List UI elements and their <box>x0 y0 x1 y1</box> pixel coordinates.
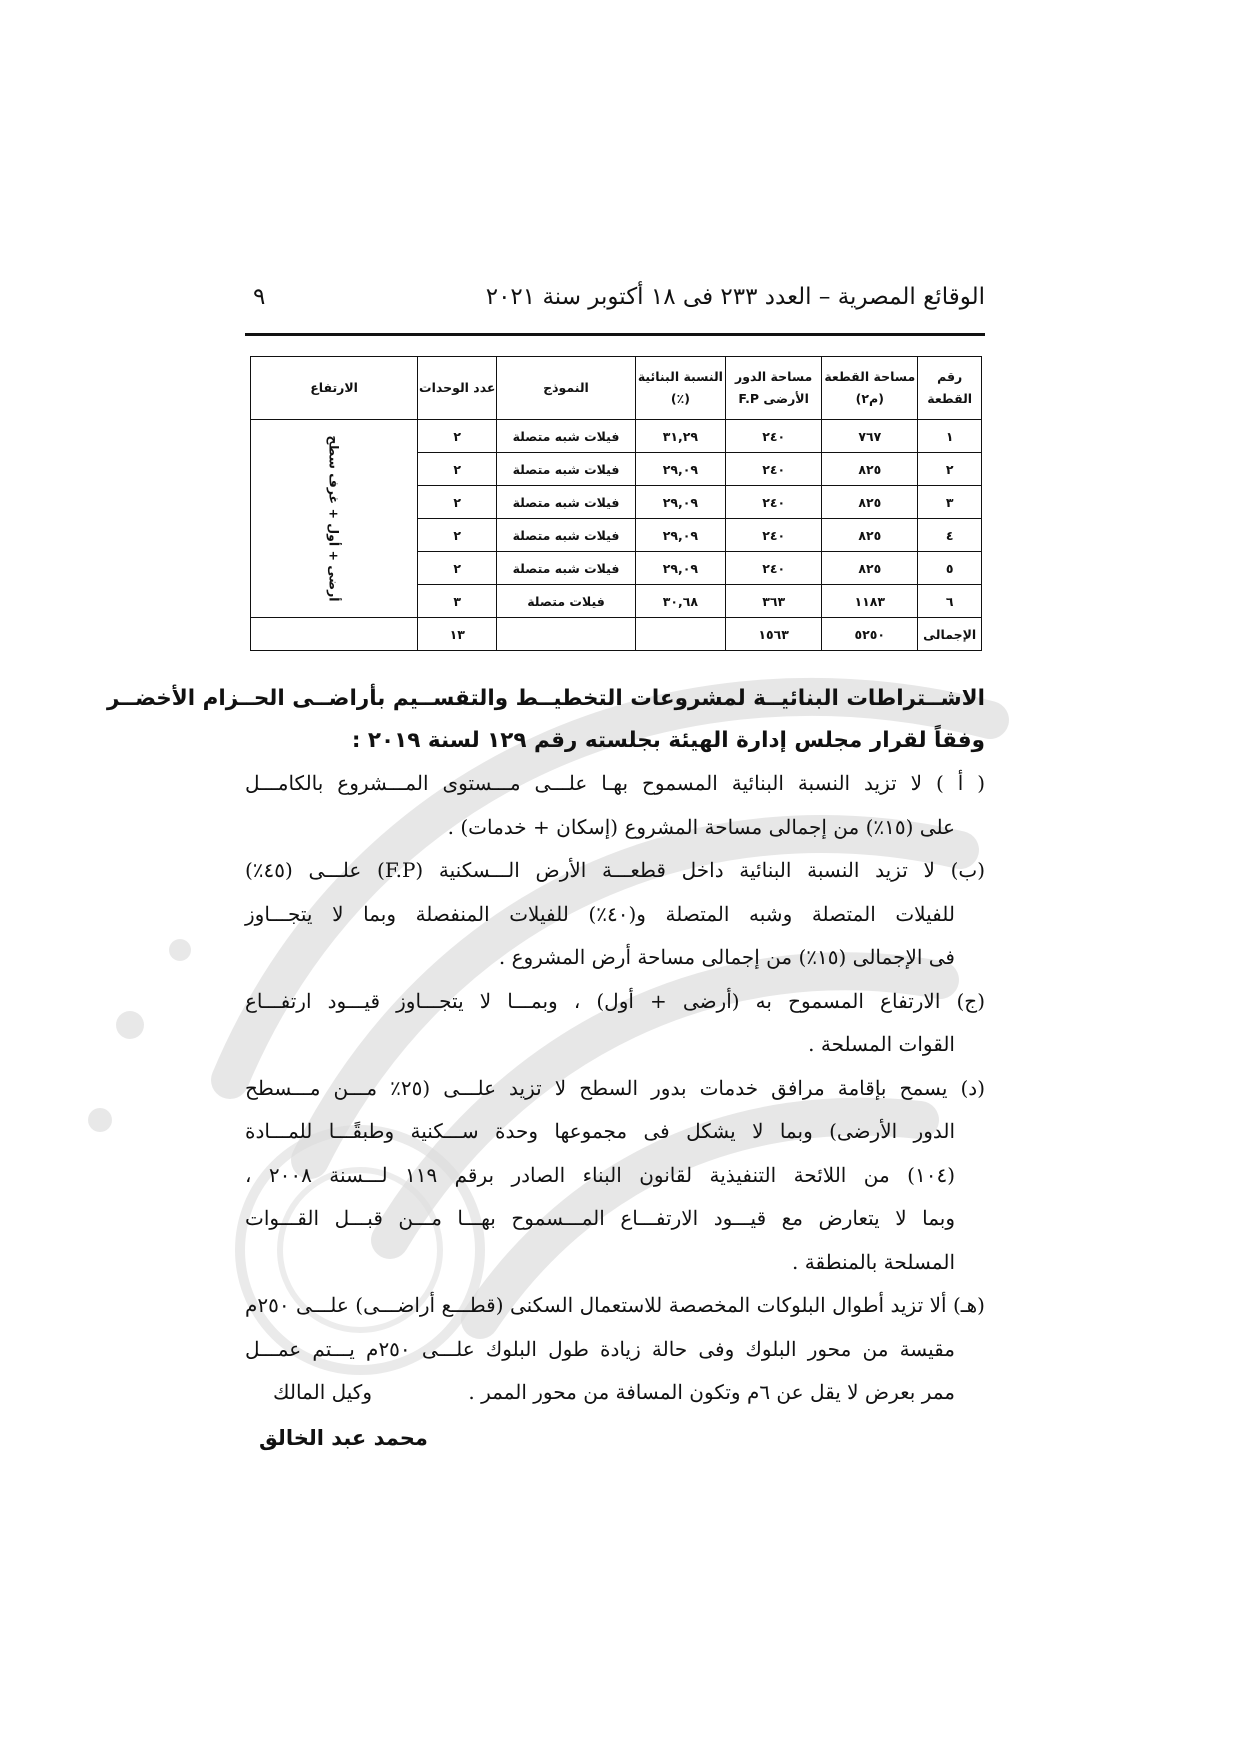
cell-ratio: ٣١,٢٩ <box>635 420 725 453</box>
cell-plot-area: ٨٢٥ <box>822 552 918 585</box>
cell-model: فيلات شبه متصلة <box>497 519 635 552</box>
cell-units: ٢ <box>418 552 497 585</box>
item-line: (هـ) ألا تزيد أطوال البلوكات المخصصة للاستعمال السكنى (قطـــع أراضـــى) علـــى ٢٥٠م <box>245 1293 985 1317</box>
page-number: ٩ <box>253 284 266 310</box>
cell-model: فيلات شبه متصلة <box>497 552 635 585</box>
cell-plot-area: ٨٢٥ <box>822 453 918 486</box>
col-header-fp-area: مساحة الدور الأرضى F.P <box>726 357 822 420</box>
section-heading <box>107 678 985 762</box>
cell-model: فيلات شبه متصلة <box>497 420 635 453</box>
cell-total-plot-area: ٥٢٥٠ <box>822 618 918 651</box>
regulation-item-d <box>245 1067 985 1285</box>
regulation-item-a <box>245 762 985 849</box>
cell-fp-area: ٢٤٠ <box>726 453 822 486</box>
cell-total-ratio <box>635 618 725 651</box>
cell-units: ٣ <box>418 585 497 618</box>
item-line: فى الإجمالى (١٥٪) من إجمالى مساحة أرض المشروع . <box>498 945 955 969</box>
cell-ratio: ٣٠,٦٨ <box>635 585 725 618</box>
item-line: القوات المسلحة . <box>808 1032 955 1056</box>
cell-total-label: الإجمالى <box>918 618 982 651</box>
item-line: (١٠٤) من اللائحة التنفيذية لقانون البناء الصادر برقم ١١٩ لـــسنة ٢٠٠٨ ، <box>245 1162 955 1187</box>
table-row <box>251 420 982 453</box>
item-line: ( أ ) لا تزيد النسبة البنائية المسموح بهـا علـــى مـــستوى المـــشروع بالكامـــل <box>245 771 985 795</box>
col-header-ratio: النسبة البنائية (٪) <box>635 357 725 420</box>
item-line: المسلحة بالمنطقة . <box>792 1249 955 1274</box>
cell-ratio: ٢٩,٠٩ <box>635 453 725 486</box>
cell-plot-area: ٨٢٥ <box>822 519 918 552</box>
cell-fp-area: ٣٦٣ <box>726 585 822 618</box>
cell-units: ٢ <box>418 486 497 519</box>
regulations-section <box>107 678 986 1415</box>
cell-units: ٢ <box>418 420 497 453</box>
cell-ratio: ٢٩,٠٩ <box>635 519 725 552</box>
signatory-name: محمد عبد الخالق <box>259 1426 428 1450</box>
cell-total-fp-area: ١٥٦٣ <box>726 618 822 651</box>
table-header-row <box>251 357 982 420</box>
item-line: (ج) الارتفاع المسموح به (أرضى + أول) ، وبمـــا لا يتجـــاوز قيـــود ارتفـــاع <box>245 988 985 1013</box>
item-line: الدور الأرضى) وبما لا يشكل فى مجموعها وحدة ســـكنية وطبقًـــا للمـــادة <box>245 1119 955 1143</box>
cell-plot-no: ٣ <box>918 486 982 519</box>
cell-model: فيلات شبه متصلة <box>497 486 635 519</box>
item-line: (د) يسمح بإقامة مرافق خدمات بدور السطح لا تزيد علـــى (٢٥٪ مـــن مـــسطح <box>245 1075 986 1100</box>
col-header-plot-no: رقم القطعة <box>918 357 982 420</box>
col-header-height: الارتفاع <box>251 357 418 420</box>
cell-model: فيلات متصلة <box>497 585 635 618</box>
cell-plot-no: ٦ <box>918 585 982 618</box>
page-header <box>245 284 985 324</box>
regulation-item-c <box>245 980 985 1067</box>
cell-plot-no: ٥ <box>918 552 982 585</box>
cell-total-model <box>497 618 635 651</box>
cell-plot-area: ١١٨٣ <box>822 585 918 618</box>
col-header-units: عدد الوحدات <box>418 357 497 420</box>
cell-plot-no: ١ <box>918 420 982 453</box>
cell-fp-area: ٢٤٠ <box>726 486 822 519</box>
plots-table-container <box>250 356 982 651</box>
cell-ratio: ٢٩,٠٩ <box>635 486 725 519</box>
cell-fp-area: ٢٤٠ <box>726 552 822 585</box>
item-line: على (١٥٪) من إجمالى مساحة المشروع (إسكان + خدمات) . <box>447 814 955 839</box>
cell-total-height <box>251 618 418 651</box>
cell-units: ٢ <box>418 519 497 552</box>
cell-fp-area: ٢٤٠ <box>726 519 822 552</box>
cell-total-units: ١٣ <box>418 618 497 651</box>
col-header-plot-area: مساحة القطعة (م٢) <box>822 357 918 420</box>
cell-plot-area: ٧٦٧ <box>822 420 918 453</box>
signatory-role: وكيل المالك <box>273 1380 372 1404</box>
cell-model: فيلات شبه متصلة <box>497 453 635 486</box>
item-line: (ب) لا تزيد النسبة البنائية داخل قطعـــة الأرض الـــسكنية (F.P) علـــى (٤٥٪) <box>245 858 986 882</box>
section-heading-line-2: وفقاً لقرار مجلس إدارة الهيئة بجلسته رقم ١٢٩ لسنة ٢٠١٩ : <box>351 728 985 753</box>
item-line: مقيسة من محور البلوك وفى حالة زيادة طول البلوك علـــى ٢٥٠م يـــتم عمـــل <box>245 1336 956 1361</box>
regulation-item-b <box>245 849 985 980</box>
item-line: ممر بعرض لا يقل عن ٦م وتكون المسافة من محور الممر . <box>468 1380 955 1404</box>
cell-ratio: ٢٩,٠٩ <box>635 552 725 585</box>
cell-plot-area: ٨٢٥ <box>822 486 918 519</box>
cell-height-merged <box>251 420 418 618</box>
col-header-model: النموذج <box>497 357 635 420</box>
cell-plot-no: ٢ <box>918 453 982 486</box>
item-line: وبما لا يتعارض مع قيـــود الارتفـــاع المـــسموح بهـــا مـــن قبـــل القـــوات <box>245 1206 955 1230</box>
section-heading-line-1: الاشــتراطات البنائيــة لمشروعات التخطيــط والتقســيم بأراضــى الحــزام الأخضــر <box>107 686 985 711</box>
header-divider <box>245 333 985 336</box>
plots-table <box>250 356 982 651</box>
cell-units: ٢ <box>418 453 497 486</box>
cell-fp-area: ٢٤٠ <box>726 420 822 453</box>
item-line: للفيلات المتصلة وشبه المتصلة و(٤٠٪) للفيلات المنفصلة وبما لا يتجـــاوز <box>245 901 955 926</box>
table-total-row <box>251 618 982 651</box>
gazette-header-title: الوقائع المصرية – العدد ٢٣٣ فى ١٨ أكتوبر سنة ٢٠٢١ <box>485 284 985 310</box>
height-value: أرضى + أول + غرف سطح <box>326 435 342 602</box>
cell-plot-no: ٤ <box>918 519 982 552</box>
